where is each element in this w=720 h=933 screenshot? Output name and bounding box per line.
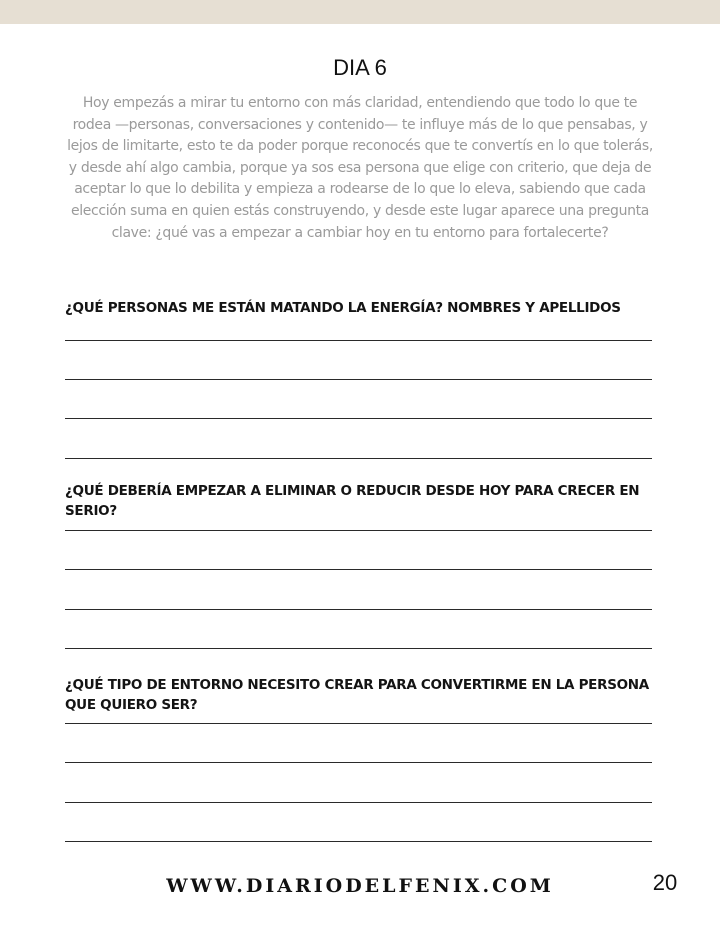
question-3: ¿QUÉ TIPO DE ENTORNO NECESITO CREAR PARA CONVERTIRME EN LA PERSONA QUE QUIERO SER? [65, 677, 649, 713]
answer-line-3-2[interactable] [65, 762, 652, 763]
footer-website: WWW.DIARIODELFENIX.COM [166, 875, 554, 897]
answer-line-2-3[interactable] [65, 609, 652, 610]
answer-line-1-4[interactable] [65, 458, 652, 459]
answer-line-2-4[interactable] [65, 648, 652, 649]
answer-line-1-2[interactable] [65, 379, 652, 380]
page-number: 20 [652, 870, 678, 895]
answer-line-1-3[interactable] [65, 418, 652, 419]
question-1: ¿QUÉ PERSONAS ME ESTÁN MATANDO LA ENERGÍA? NOMBRES Y APELLIDOS [65, 300, 621, 316]
page-title: DIA 6 [333, 55, 387, 80]
question-2: ¿QUÉ DEBERÍA EMPEZAR A ELIMINAR O REDUCIR DESDE HOY PARA CRECER EN SERIO? [65, 483, 640, 519]
answer-line-1-1[interactable] [65, 340, 652, 341]
answer-line-3-4[interactable] [65, 841, 652, 842]
answer-line-3-3[interactable] [65, 802, 652, 803]
answer-line-2-1[interactable] [65, 530, 652, 531]
intro-paragraph: Hoy empezás a mirar tu entorno con más claridad, entendiendo que todo lo que te rodea —personas, conversaciones y contenido— te influye más de lo que pensabas, y lejos de limitarte, esto te da poder porque reconocés que te convertís en lo que tolerás, y desde ahí algo cambia, porque ya sos esa persona que elige con criterio, que deja de aceptar lo que lo debilita y empieza a rodearse de lo que lo eleva, sabiendo que cada elección suma en quien estás construyendo, y desde este lugar aparece una pregunta clave: ¿qué vas a empezar a cambiar hoy en tu entorno para fortalecerte? [67, 95, 653, 241]
answer-line-2-2[interactable] [65, 569, 652, 570]
top-header-bar [0, 0, 720, 24]
answer-line-3-1[interactable] [65, 723, 652, 724]
